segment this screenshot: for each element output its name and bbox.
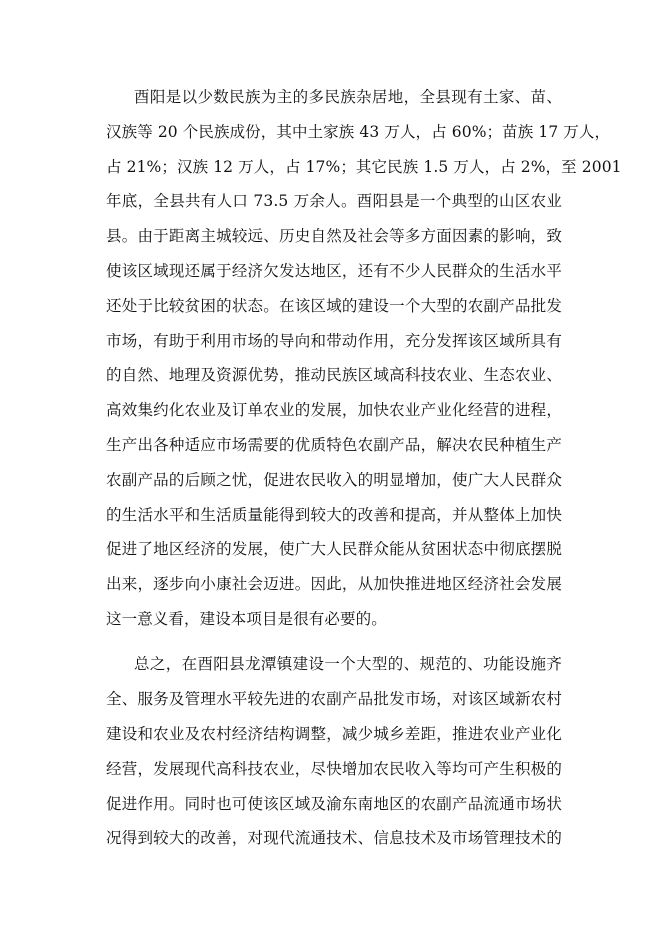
text-line: 农副产品的后顾之忧，促进农民收入的明显增加，使广大人民群众 [106,471,562,489]
text-line: 生产出各种适应市场需要的优质特色农副产品，解决农民种植生产 [106,436,562,454]
text-line: 这一意义看，建设本项目是很有必要的。 [106,610,387,628]
text-line: 况得到较大的改善，对现代流通技术、信息技术及市场管理技术的 [106,829,562,847]
text-line: 促进作用。同时也可使该区域及渝东南地区的农副产品流通市场状 [106,795,562,813]
text-line: 市场，有助于利用市场的导向和带动作用，充分发挥该区域所具有 [106,332,562,350]
text-line: 还处于比较贫困的状态。在该区域的建设一个大型的农副产品批发 [106,297,562,315]
text-line: 出来，逐步向小康社会迈进。因此，从加快推进地区经济社会发展 [106,575,562,593]
text-line: 汉族等 20 个民族成份，其中土家族 43 万人，占 60%；苗族 17 万人， [106,123,611,141]
text-line: 的自然、地理及资源优势，推动民族区域高科技农业、生态农业、 [106,366,562,384]
text-line: 全、服务及管理水平较先进的农副产品批发市场，对该区域新农村 [106,690,562,708]
text-line: 经营，发展现代高科技农业，尽快增加农民收入等均可产生积极的 [106,760,562,778]
text-line: 县。由于距离主城较远、历史自然及社会等多方面因素的影响，致 [106,227,562,245]
text-line: 促进了地区经济的发展，使广大人民群众能从贫困状态中彻底摆脱 [106,540,562,558]
text-line: 年底，全县共有人口 73.5 万余人。酉阳县是一个典型的山区农业 [106,192,562,210]
text-line: 建设和农业及农村经济结构调整，减少城乡差距，推进农业产业化 [106,725,562,743]
text-line: 使该区域现还属于经济欠发达地区，还有不少人民群众的生活水平 [106,262,562,280]
text-line: 酉阳是以少数民族为主的多民族杂居地，全县现有土家、苗、 [134,88,562,106]
text-line: 占 21%；汉族 12 万人，占 17%；其它民族 1.5 万人，占 2%，至 2001 [106,158,622,176]
text-line: 高效集约化农业及订单农业的发展，加快农业产业化经营的进程， [106,401,562,419]
text-line: 的生活水平和生活质量能得到较大的改善和提高，并从整体上加快 [106,506,562,524]
text-line: 总之，在酉阳县龙潭镇建设一个大型的、规范的、功能设施齐 [134,655,562,673]
